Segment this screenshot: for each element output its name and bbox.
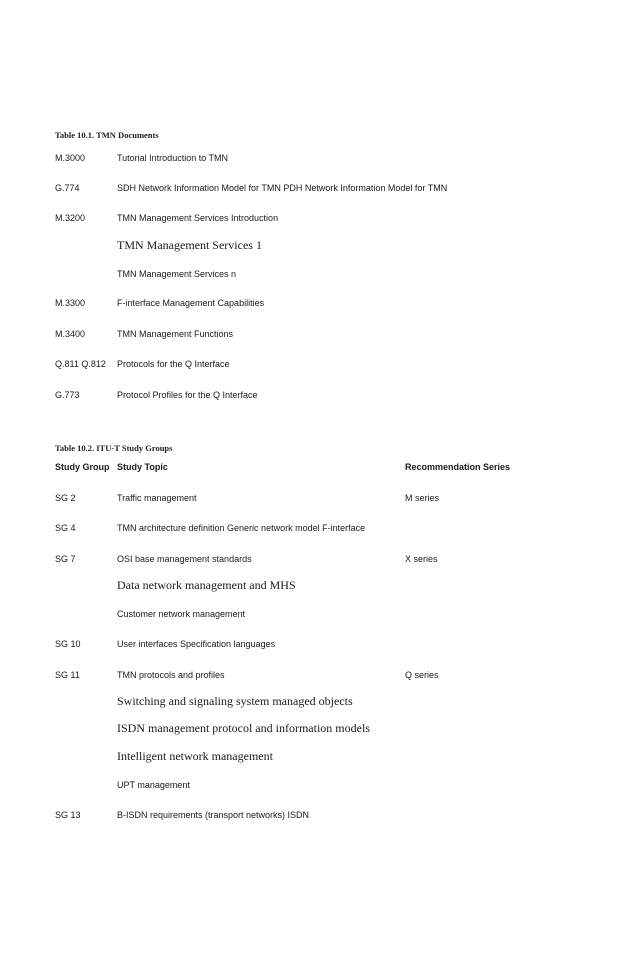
study-topic: OSI base management standards bbox=[117, 554, 252, 564]
study-topic: Customer network management bbox=[117, 609, 246, 619]
study-group: SG 7 bbox=[55, 554, 76, 564]
document-title: TMN Management Services 1 bbox=[117, 238, 262, 252]
study-topic: TMN protocols and profiles bbox=[117, 670, 225, 680]
study-group: SG 10 bbox=[55, 639, 81, 649]
study-group: SG 2 bbox=[55, 493, 76, 503]
recommendation-series: X series bbox=[405, 554, 438, 564]
document-title: Protocol Profiles for the Q Interface bbox=[117, 390, 258, 400]
document-title: TMN Management Functions bbox=[117, 329, 234, 339]
table-2-row bbox=[0, 638, 638, 652]
table-1-row bbox=[0, 152, 638, 166]
document-code: M.3400 bbox=[55, 329, 86, 339]
document-title: TMN Management Services n bbox=[117, 269, 237, 279]
study-topic: Intelligent network management bbox=[117, 749, 273, 763]
table-2-row bbox=[0, 608, 638, 622]
table-2-caption: Table 10.2. ITU-T Study Groups bbox=[55, 443, 173, 453]
table-2-row bbox=[0, 809, 638, 823]
table-2-row bbox=[0, 749, 638, 766]
table-2-row bbox=[0, 721, 638, 738]
recommendation-series: Q series bbox=[405, 670, 439, 680]
study-group: SG 13 bbox=[55, 810, 81, 820]
document-code: M.3300 bbox=[55, 298, 86, 308]
table-1-caption: Table 10.1. TMN Documents bbox=[55, 130, 159, 140]
table-2-row bbox=[0, 492, 638, 506]
table-2-row bbox=[0, 578, 638, 595]
table-1-row bbox=[0, 328, 638, 342]
document-title: Tutorial Introduction to TMN bbox=[117, 153, 229, 163]
table-1-row bbox=[0, 182, 638, 196]
table-2-row bbox=[0, 669, 638, 683]
study-group: SG 4 bbox=[55, 523, 76, 533]
table-2-row bbox=[0, 522, 638, 536]
document-title: TMN Management Services Introduction bbox=[117, 213, 279, 223]
study-topic: User interfaces Specification languages bbox=[117, 639, 276, 649]
table-2-row bbox=[0, 553, 638, 567]
recommendation-series: M series bbox=[405, 493, 440, 503]
study-topic: Data network management and MHS bbox=[117, 578, 296, 592]
table-1-row bbox=[0, 212, 638, 226]
study-topic: UPT management bbox=[117, 780, 190, 790]
table-2-row bbox=[0, 694, 638, 711]
study-topic: ISDN management protocol and information models bbox=[117, 721, 370, 735]
document-title: F-interface Management Capabilities bbox=[117, 298, 265, 308]
table-1-row bbox=[0, 358, 638, 372]
table-1-row bbox=[0, 238, 638, 255]
document-title: Protocols for the Q Interface bbox=[117, 359, 230, 369]
document-title: SDH Network Information Model for TMN PDH Network Information Model for TMN bbox=[117, 183, 448, 193]
document-code: Q.811 Q.812 bbox=[55, 359, 106, 369]
table-1-row bbox=[0, 389, 638, 403]
column-header-study-topic: Study Topic bbox=[117, 462, 168, 472]
column-header-recommendation-series: Recommendation Series bbox=[405, 462, 511, 472]
document-code: M.3200 bbox=[55, 213, 86, 223]
table-2-row bbox=[0, 779, 638, 793]
document-code: G.774 bbox=[55, 183, 80, 193]
table-2-header-row bbox=[0, 461, 638, 475]
table-1-row bbox=[0, 268, 638, 282]
study-topic: Switching and signaling system managed objects bbox=[117, 694, 353, 708]
study-topic: B-ISDN requirements (transport networks) ISDN bbox=[117, 810, 310, 820]
study-group: SG 11 bbox=[55, 670, 80, 680]
document-code: G.773 bbox=[55, 390, 80, 400]
study-topic: TMN architecture definition Generic network model F-interface bbox=[117, 523, 366, 533]
document-code: M.3000 bbox=[55, 153, 86, 163]
table-1-row bbox=[0, 297, 638, 311]
column-header-study-group: Study Group bbox=[55, 462, 110, 472]
study-topic: Traffic management bbox=[117, 493, 197, 503]
